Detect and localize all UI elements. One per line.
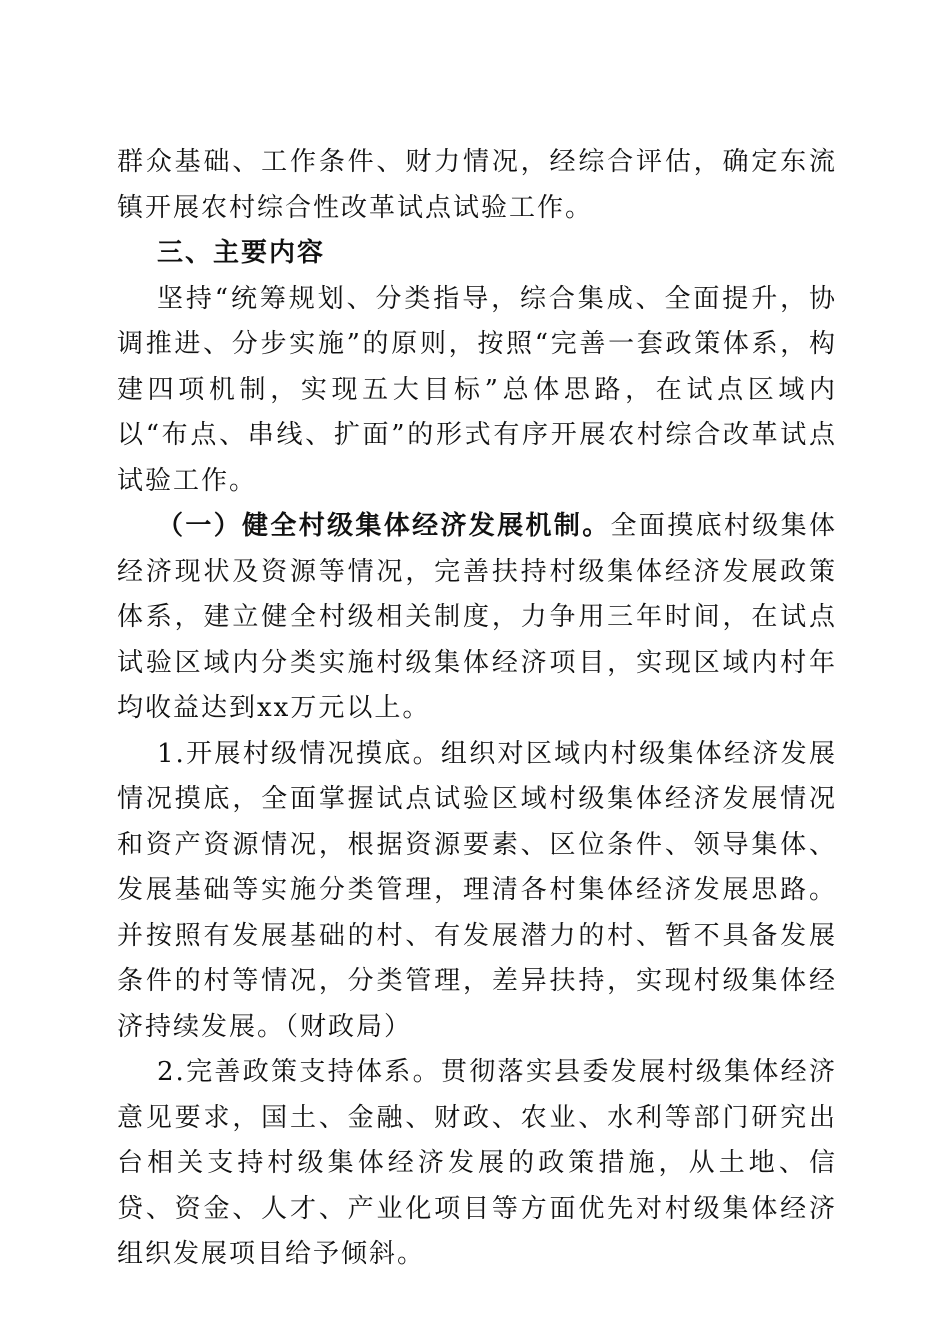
subsection-one-paragraph <box>117 504 837 732</box>
subsection-one-lead: （一）健全村级集体经济发展机制。 <box>157 511 611 541</box>
item-one-paragraph: 1.开展村级情况摸底。组织对区域内村级集体经济发展情况摸底，全面掌握试点试验区域村级集体经济发展情况和资产资源情况，根据资源要素、区位条件、领导集体、发展基础等实施分类管理，理清各村集体经济发展思路。并按照有发展基础的村、有发展潜力的村、暂不具备发展条件的村等情况，分类管理，差异扶持，实现村级集体经济持续发展。（财政局） <box>117 738 837 1042</box>
section-heading-main-content: 三、主要内容 <box>157 238 326 268</box>
document-page <box>117 140 837 1278</box>
item-two-paragraph: 2.完善政策支持体系。贯彻落实县委发展村级集体经济意见要求，国土、金融、财政、农业、水利等部门研究出台相关支持村级集体经济发展的政策措施，从土地、信贷、资金、人才、产业化项目等方面优先对村级集体经济组织发展项目给予倾斜。 <box>117 1057 837 1269</box>
section-intro-paragraph: 坚持“统筹规划、分类指导，综合集成、全面提升，协调推进、分步实施”的原则，按照“完善一套政策体系，构建四项机制，实现五大目标”总体思路，在试点区域内以“布点、串线、扩面”的形式有序开展农村综合改革试点试验工作。 <box>117 283 837 496</box>
subsection-one-body: 全面摸底村级集体经济现状及资源等情况，完善扶持村级集体经济发展政策体系，建立健全村级相关制度，力争用三年时间，在试点试验区域内分类实施村级集体经济项目，实现区域内村年均收益达到xx万元以上。 <box>117 511 837 723</box>
paragraph-continuation: 群众基础、工作条件、财力情况，经综合评估，确定东流镇开展农村综合性改革试点试验工作。 <box>117 147 837 223</box>
